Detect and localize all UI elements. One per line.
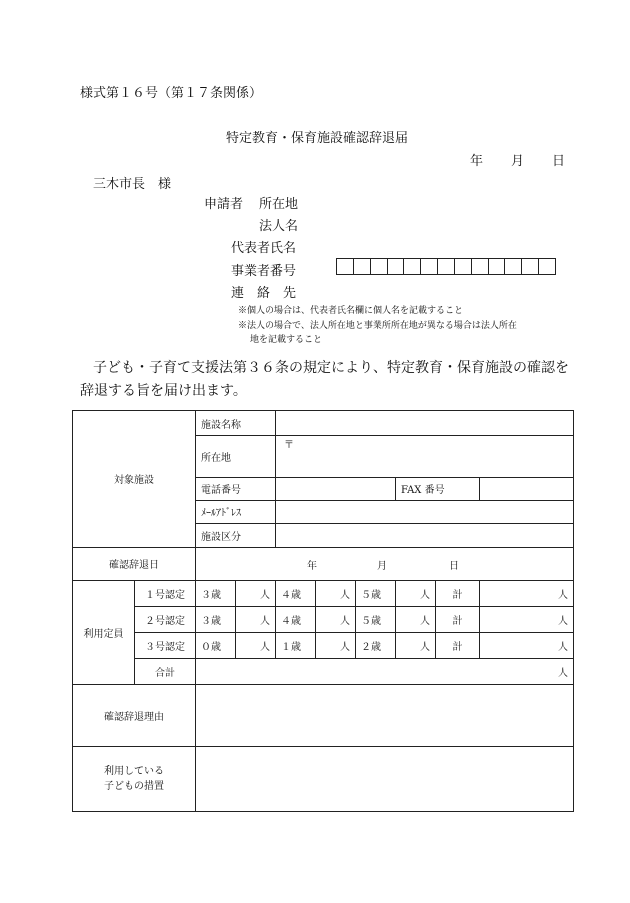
facility-name-field[interactable] (276, 411, 574, 436)
digit-box[interactable] (438, 259, 455, 274)
fax-label: FAX 番号 (396, 477, 480, 500)
age-label: ４歳 (276, 606, 316, 632)
phone-label: 電話番号 (196, 477, 276, 500)
age-label: ３歳 (196, 606, 236, 632)
date-day-label: 日 (552, 154, 566, 169)
withdrawal-reason-label: 確認辞退理由 (73, 684, 196, 746)
total-unit-cell[interactable]: 人 (480, 606, 574, 632)
withdrawal-date-field[interactable] (196, 547, 574, 580)
target-facility-header: 対象施設 (73, 411, 196, 548)
children-measures-field[interactable] (196, 746, 574, 811)
age-label: ５歳 (356, 606, 396, 632)
total-unit-cell[interactable]: 人 (480, 580, 574, 606)
withdrawal-month: 月 (377, 560, 387, 572)
digit-box[interactable] (472, 259, 489, 274)
sum-unit-cell[interactable]: 人 (196, 658, 574, 684)
addressee: 三木市長 様 (93, 177, 172, 192)
age-label: ３歳 (196, 580, 236, 606)
postal-mark: 〒 (276, 436, 574, 452)
note-1: ※個人の場合は、代表者氏名欄に個人名を記載すること (238, 306, 464, 316)
unit-cell[interactable]: 人 (236, 606, 276, 632)
unit-cell[interactable]: 人 (236, 580, 276, 606)
digit-box[interactable] (522, 259, 539, 274)
digit-box[interactable] (388, 259, 405, 274)
note-2-continued: 地を記載すること (250, 335, 323, 345)
digit-box[interactable] (371, 259, 388, 274)
contact-label: 連 絡 先 (231, 286, 297, 301)
capacity-sum-row (73, 658, 574, 684)
representative-label: 代表者氏名 (231, 241, 297, 256)
unit-cell[interactable]: 人 (396, 632, 436, 658)
children-measures-line-2: 子どもの措置 (104, 780, 164, 792)
withdrawal-year: 年 (307, 560, 317, 572)
digit-box[interactable] (505, 259, 522, 274)
facility-address-field[interactable] (276, 451, 574, 477)
corp-name-label: 法人名 (259, 219, 299, 234)
unit-cell[interactable]: 人 (236, 632, 276, 658)
total-label: 計 (436, 580, 480, 606)
business-number-boxes[interactable] (336, 258, 556, 275)
age-label: １歳 (276, 632, 316, 658)
unit-cell[interactable]: 人 (316, 632, 356, 658)
children-measures-line-1: 利用している (104, 765, 164, 777)
digit-box[interactable] (337, 259, 354, 274)
age-label: ２歳 (356, 632, 396, 658)
facility-form-table (72, 410, 574, 812)
unit-cell[interactable]: 人 (396, 606, 436, 632)
applicant-label: 申請者 (204, 197, 244, 212)
date-year-label: 年 (470, 154, 484, 169)
business-number-label: 事業者番号 (231, 264, 297, 279)
digit-box[interactable] (404, 259, 421, 274)
total-label: 計 (436, 632, 480, 658)
unit-cell[interactable]: 人 (316, 580, 356, 606)
withdrawal-reason-field[interactable] (196, 684, 574, 746)
email-field[interactable] (276, 500, 574, 523)
unit-cell[interactable]: 人 (396, 580, 436, 606)
withdrawal-day: 日 (449, 560, 459, 572)
fax-field[interactable] (480, 477, 574, 500)
age-label: ４歳 (276, 580, 316, 606)
sum-label: 合計 (135, 658, 196, 684)
facility-name-label: 施設名称 (196, 411, 276, 436)
digit-box[interactable] (421, 259, 438, 274)
capacity-row-2 (73, 606, 574, 632)
capacity-row-3 (73, 632, 574, 658)
cert-label: ３号認定 (135, 632, 196, 658)
facility-type-label: 施設区分 (196, 523, 276, 547)
statement-line-2: 辞退する旨を届け出ます。 (80, 383, 247, 399)
total-label: 計 (436, 606, 480, 632)
document-title: 特定教育・保育施設確認辞退届 (226, 131, 409, 146)
digit-box[interactable] (539, 259, 555, 274)
cert-label: ２号認定 (135, 606, 196, 632)
digit-box[interactable] (455, 259, 472, 274)
facility-address-label: 所在地 (196, 436, 276, 478)
digit-box[interactable] (354, 259, 371, 274)
children-measures-label (73, 746, 196, 811)
cert-label: １号認定 (135, 580, 196, 606)
unit-cell[interactable]: 人 (316, 606, 356, 632)
location-label: 所在地 (259, 197, 299, 212)
withdrawal-date-label: 確認辞退日 (73, 547, 196, 580)
statement-line-1: 子ども・子育て支援法第３６条の規定により、特定教育・保育施設の確認を (93, 360, 569, 376)
date-month-label: 月 (511, 154, 525, 169)
phone-field[interactable] (276, 477, 396, 500)
form-number: 様式第１６号（第１７条関係） (80, 86, 263, 101)
facility-type-field[interactable] (276, 523, 574, 547)
capacity-header: 利用定員 (73, 580, 135, 684)
email-label: ﾒｰﾙｱﾄﾞﾚｽ (196, 500, 276, 523)
note-2: ※法人の場合で、法人所在地と事業所所在地が異なる場合は法人所在 (238, 321, 517, 331)
total-unit-cell[interactable]: 人 (480, 632, 574, 658)
digit-box[interactable] (489, 259, 506, 274)
capacity-row-1 (73, 580, 574, 606)
age-label: ０歳 (196, 632, 236, 658)
age-label: ５歳 (356, 580, 396, 606)
